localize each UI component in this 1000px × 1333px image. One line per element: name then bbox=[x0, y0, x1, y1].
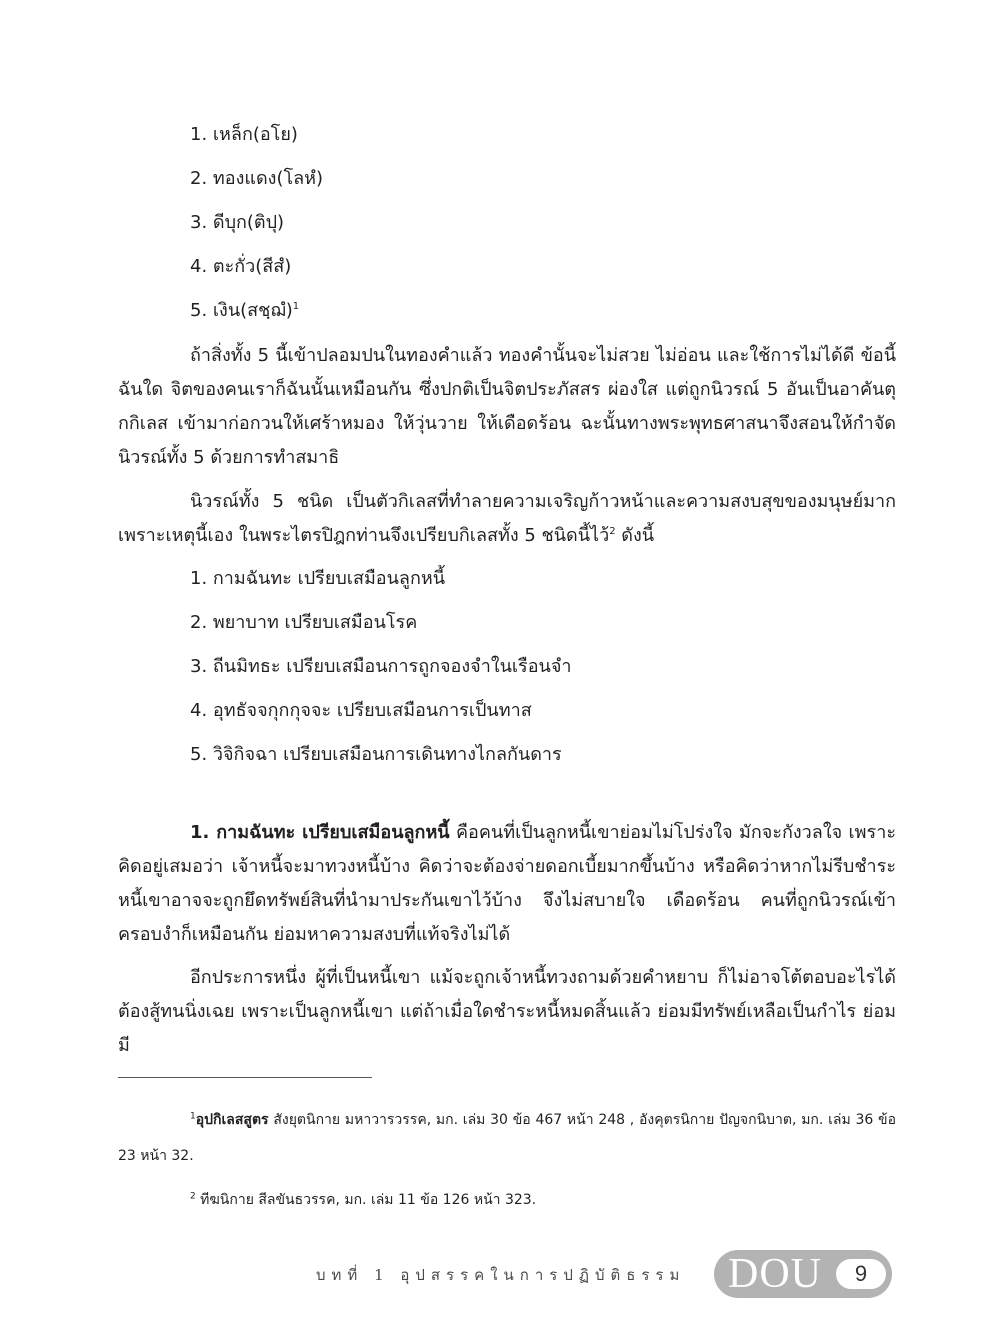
footnote-number: 2 bbox=[190, 1191, 196, 1202]
page-number: 9 bbox=[836, 1259, 886, 1289]
list-item-text: 3. ถีนมิทธะ เปรียบเสมือนการถูกจองจำในเรือนจำ bbox=[190, 656, 572, 677]
footnote bbox=[118, 1102, 896, 1174]
list-item bbox=[190, 567, 445, 591]
body-paragraph: อีกประการหนึ่ง ผู้ที่เป็นหนี้เขา แม้จะถูกเจ้าหนี้ทวงถามด้วยคำหยาบ ก็ไม่อาจโต้ตอบอะไรได้ ต้องสู้ทนนิ่งเฉย เพราะเป็นลูกหนี้เขา แต่ถ้าเมื่อใดชำระหนี้หมดสิ้นแล้ว ย่อมมีทรัพย์เหลือเป็นกำไร ย่อมมี bbox=[118, 967, 896, 1056]
list-item bbox=[190, 167, 323, 191]
footnote bbox=[118, 1182, 896, 1218]
list-item bbox=[190, 611, 417, 635]
dou-logo: DOU bbox=[728, 1251, 822, 1297]
page-badge bbox=[714, 1250, 892, 1298]
footnote-text: สังยุตนิกาย มหาวารวรรค, มก. เล่ม 30 ข้อ 467 หน้า 248 , อังคุตรนิกาย ปัญจกนิบาต, มก. เล่ม 36 ข้อ 23 หน้า 32. bbox=[118, 1112, 896, 1164]
list-item bbox=[190, 743, 562, 767]
list-item-text: 2. พยาบาท เปรียบเสมือนโรค bbox=[190, 612, 418, 633]
list-item bbox=[190, 123, 298, 147]
list-item bbox=[190, 655, 572, 679]
list-item-text: 2. ทองแดง(โลหํ) bbox=[190, 168, 324, 189]
paragraph-text: นิวรณ์ทั้ง 5 ชนิด เป็นตัวกิเลสที่ทำลายความเจริญก้าวหน้าและความสงบสุขของมนุษย์มาก เพราะเหตุนี้เอง ในพระไตรปิฎกท่านจึงเปรียบกิเลสทั้ง 5 ชนิดนี้ไว้ bbox=[118, 491, 896, 546]
list-item-text: 1. กามฉันทะ เปรียบเสมือนลูกหนี้ bbox=[190, 568, 446, 589]
list-item-text: 5. เงิน(สชฺฌํ) bbox=[190, 300, 293, 321]
body-paragraph bbox=[118, 485, 896, 553]
paragraph-text: ดังนี้ bbox=[615, 525, 655, 546]
footnote-marker: 1 bbox=[292, 301, 300, 312]
list-item bbox=[190, 255, 291, 279]
chapter-running-footer: บทที่ 1 อุปสรรคในการปฏิบัติธรรม bbox=[316, 1266, 686, 1284]
footnote-text: ทีฆนิกาย สีลขันธวรรค, มก. เล่ม 11 ข้อ 126 หน้า 323. bbox=[195, 1192, 537, 1208]
body-paragraph bbox=[118, 816, 896, 952]
list-item-text: 1. เหล็ก(อโย) bbox=[190, 124, 298, 145]
footnote-number: 1 bbox=[190, 1111, 196, 1122]
list-item bbox=[190, 299, 299, 323]
list-item-text: 5. วิจิกิจฉา เปรียบเสมือนการเดินทางไกลกันดาร bbox=[190, 744, 562, 765]
list-item-text: 3. ดีบุก(ติปุ) bbox=[190, 212, 285, 233]
list-item-text: 4. อุทธัจจกุกกุจจะ เปรียบเสมือนการเป็นทาส bbox=[190, 700, 532, 721]
body-paragraph: ถ้าสิ่งทั้ง 5 นี้เข้าปลอมปนในทองคำแล้ว ทองคำนั้นจะไม่สวย ไม่อ่อน และใช้การไม่ได้ดี ข้อนี้ฉันใด จิตของคนเราก็ฉันนั้นเหมือนกัน ซึ่งปกติเป็นจิตประภัสสร ผ่องใส แต่ถูกนิวรณ์ 5 อันเป็นอาคันตุกกิเลส เข้ามาก่อกวนให้เศร้าหมอง ให้วุ่นวาย ให้เดือดร้อน ฉะนั้นทางพระพุทธศาสนาจึงสอนให้กำจัดนิวรณ์ทั้ง 5 ด้วยการทำสมาธิ bbox=[118, 345, 896, 468]
list-item-text: 4. ตะกั่ว(สีสํ) bbox=[190, 256, 292, 277]
footnote-divider bbox=[118, 1077, 372, 1078]
list-item bbox=[190, 211, 284, 235]
paragraph-text: คือคนที่เป็นลูกหนี้เขาย่อมไม่โปร่งใจ มักจะกังวลใจ เพราะคิดอยู่เสมอว่า เจ้าหนี้จะมาทวงหนี้บ้าง คิดว่าจะต้องจ่ายดอกเบี้ยมากขึ้นบ้าง หรือคิดว่าหากไม่รีบชำระหนี้เขาอาจจะถูกยึดทรัพย์สินที่นำมาประกันเขาไว้บ้าง จึงไม่สบายใจ เดือดร้อน คนที่ถูกนิวรณ์เข้าครอบงำก็เหมือนกัน ย่อมหาความสงบที่แท้จริงไม่ได้ bbox=[118, 822, 896, 945]
footnote-title: อุปกิเลสสูตร bbox=[195, 1112, 269, 1128]
paragraph-heading: 1. กามฉันทะ เปรียบเสมือนลูกหนี้ bbox=[190, 822, 450, 843]
list-item bbox=[190, 699, 532, 723]
footnote-marker: 2 bbox=[609, 526, 616, 537]
